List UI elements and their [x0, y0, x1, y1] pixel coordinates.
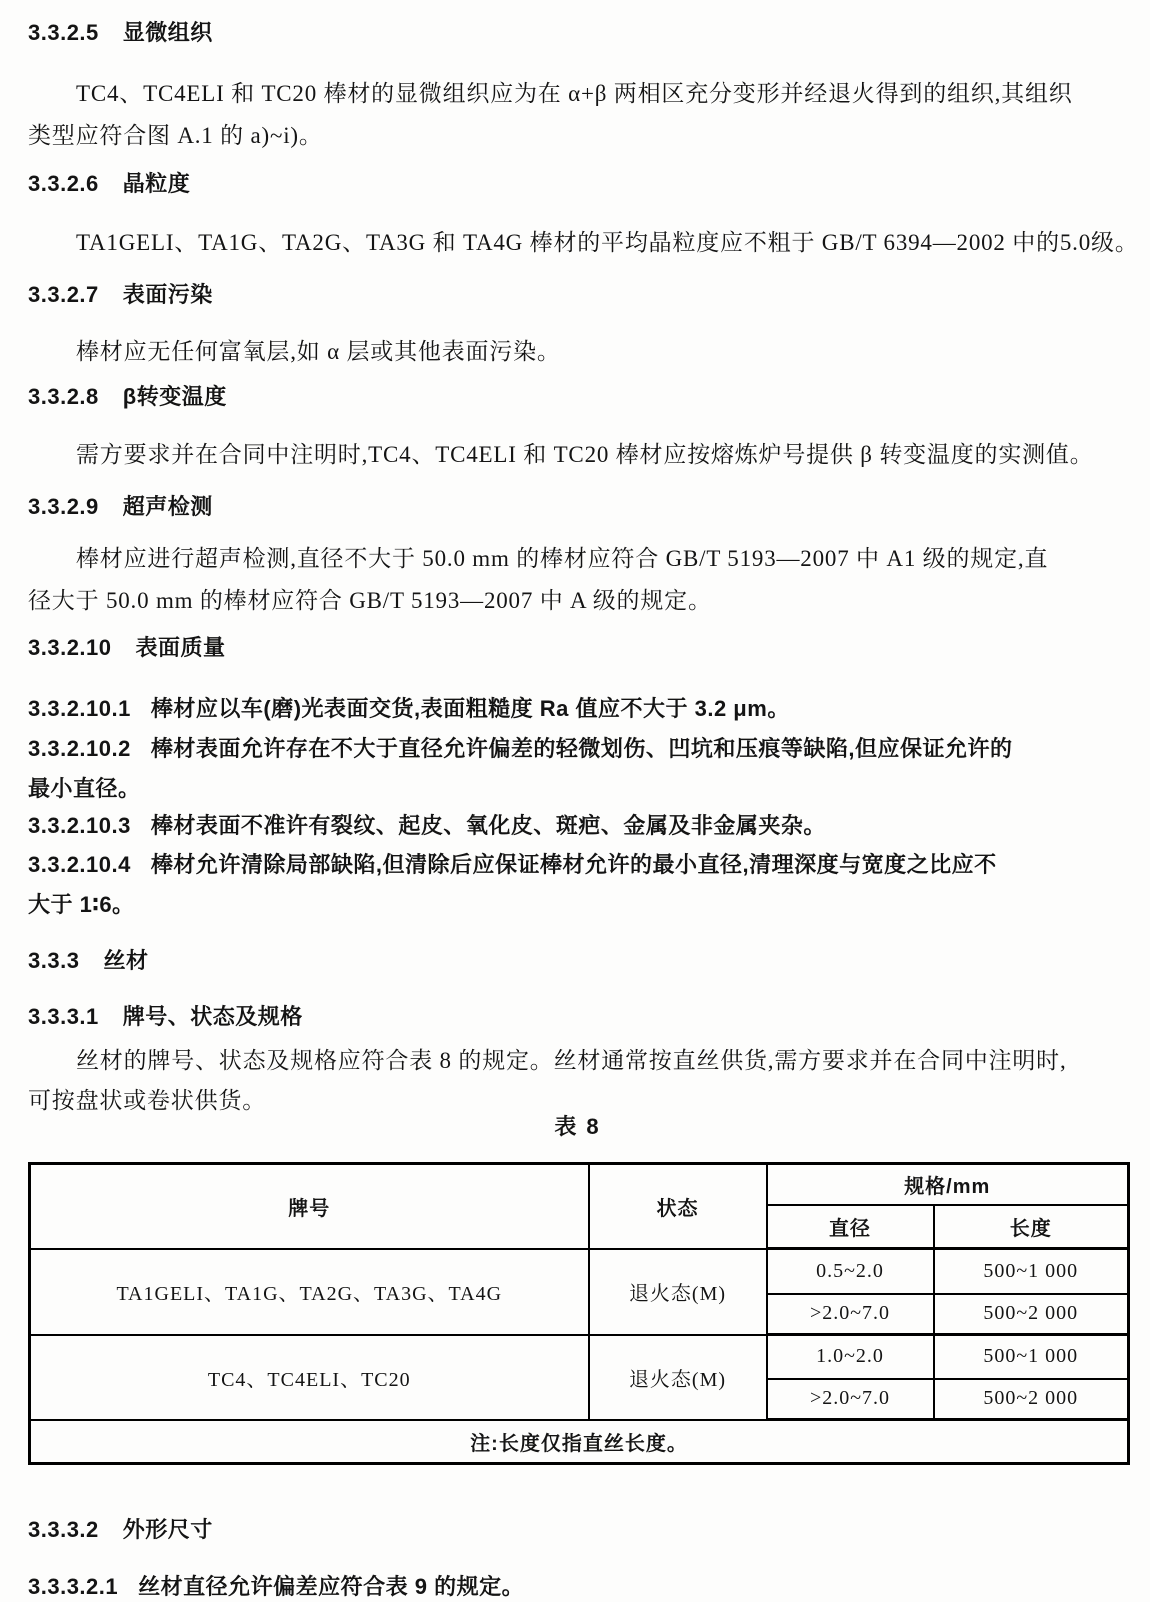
column-header-diameter: 直径 [767, 1205, 934, 1249]
section-heading-333 [28, 944, 148, 975]
section-heading-3326 [28, 167, 190, 198]
cell-state-group1: 退火态(M) [589, 1249, 767, 1335]
heading-title: 表面污染 [122, 282, 213, 307]
cell-length: 500~2 000 [934, 1294, 1129, 1335]
section-heading-3332 [28, 1513, 213, 1544]
clause-continuation: 大于 1∶6。 [28, 892, 135, 917]
column-header-spec: 规格/mm [767, 1164, 1129, 1205]
clause-number: 3.3.2.10.4 [28, 852, 131, 877]
section-heading-3328 [28, 380, 227, 411]
heading-number: 3.3.2.8 [28, 384, 99, 409]
clause-332103 [28, 809, 826, 840]
cell-diameter: >2.0~7.0 [767, 1294, 934, 1335]
section-heading-3331 [28, 1000, 303, 1031]
section-heading-3325 [28, 16, 213, 47]
cell-diameter: 1.0~2.0 [767, 1335, 934, 1379]
clause-continuation: 最小直径。 [28, 776, 141, 801]
heading-title: 表面质量 [135, 635, 226, 660]
column-header-state: 状态 [589, 1164, 767, 1249]
clause-text: 棒材表面不准许有裂纹、起皮、氧化皮、斑疤、金属及非金属夹杂。 [150, 813, 826, 838]
heading-title: β转变温度 [122, 384, 227, 409]
heading-title: 晶粒度 [122, 171, 191, 196]
paragraph-line: 丝材的牌号、状态及规格应符合表 8 的规定。丝材通常按直丝供货,需方要求并在合同中注明时, [76, 1048, 1067, 1073]
clause-332101 [28, 692, 790, 723]
clause-text: 棒材表面允许存在不大于直径允许偏差的轻微划伤、凹坑和压痕等缺陷,但应保证允许的 [150, 736, 1013, 761]
clause-number: 3.3.3.2.1 [28, 1574, 119, 1599]
paragraph-line: 棒材应无任何富氧层,如 α 层或其他表面污染。 [76, 339, 561, 364]
heading-title: 超声检测 [122, 494, 213, 519]
cell-length: 500~1 000 [934, 1335, 1129, 1379]
clause-text: 丝材直径允许偏差应符合表 9 的规定。 [138, 1574, 525, 1599]
paragraph-line: 类型应符合图 A.1 的 a)~i)。 [28, 123, 323, 148]
section-heading-3327 [28, 278, 213, 309]
clause-number: 3.3.2.10.1 [28, 696, 131, 721]
clause-text: 棒材应以车(磨)光表面交货,表面粗糙度 Ra 值应不大于 3.2 μm。 [150, 696, 790, 721]
clause-33321 [28, 1570, 524, 1601]
column-header-brand: 牌号 [30, 1164, 589, 1249]
spec-table-8 [28, 1162, 1130, 1465]
table-caption: 表 8 [554, 1114, 601, 1139]
paragraph-line: TA1GELI、TA1G、TA2G、TA3G 和 TA4G 棒材的平均晶粒度应不粗于 GB/T 6394—2002 中的5.0级。 [76, 230, 1139, 255]
cell-diameter: >2.0~7.0 [767, 1379, 934, 1420]
paragraph-line: 需方要求并在合同中注明时,TC4、TC4ELI 和 TC20 棒材应按熔炼炉号提供 β 转变温度的实测值。 [76, 442, 1094, 467]
paragraph-line: 径大于 50.0 mm 的棒材应符合 GB/T 5193—2007 中 A 级的规定。 [28, 588, 712, 613]
clause-text: 棒材允许清除局部缺陷,但清除后应保证棒材允许的最小直径,清理深度与宽度之比应不 [150, 852, 997, 877]
section-heading-33210 [28, 631, 226, 662]
section-heading-3329 [28, 490, 213, 521]
heading-title: 牌号、状态及规格 [122, 1004, 303, 1029]
cell-length: 500~1 000 [934, 1249, 1129, 1294]
paragraph-line: 可按盘状或卷状供货。 [28, 1088, 266, 1113]
cell-brand-group2: TC4、TC4ELI、TC20 [30, 1335, 589, 1420]
heading-number: 3.3.2.7 [28, 282, 99, 307]
paragraph-line: TC4、TC4ELI 和 TC20 棒材的显微组织应为在 α+β 两相区充分变形并经退火得到的组织,其组织 [76, 81, 1073, 106]
clause-332104 [28, 848, 997, 879]
heading-number: 3.3.3.2 [28, 1517, 99, 1542]
cell-state-group2: 退火态(M) [589, 1335, 767, 1420]
table-note: 注:长度仅指直丝长度。 [30, 1420, 1129, 1464]
clause-number: 3.3.2.10.2 [28, 736, 131, 761]
heading-number: 3.3.3 [28, 948, 80, 973]
heading-title: 丝材 [103, 948, 149, 973]
cell-diameter: 0.5~2.0 [767, 1249, 934, 1294]
heading-number: 3.3.2.6 [28, 171, 99, 196]
clause-332102 [28, 732, 1013, 763]
heading-number: 3.3.3.1 [28, 1004, 99, 1029]
heading-title: 外形尺寸 [122, 1517, 213, 1542]
heading-number: 3.3.2.9 [28, 494, 99, 519]
clause-number: 3.3.2.10.3 [28, 813, 131, 838]
cell-brand-group1: TA1GELI、TA1G、TA2G、TA3G、TA4G [30, 1249, 589, 1335]
heading-number: 3.3.2.10 [28, 635, 112, 660]
cell-length: 500~2 000 [934, 1379, 1129, 1420]
heading-title: 显微组织 [122, 20, 213, 45]
heading-number: 3.3.2.5 [28, 20, 99, 45]
paragraph-line: 棒材应进行超声检测,直径不大于 50.0 mm 的棒材应符合 GB/T 5193—2007 中 A1 级的规定,直 [76, 546, 1049, 571]
column-header-length: 长度 [934, 1205, 1129, 1249]
